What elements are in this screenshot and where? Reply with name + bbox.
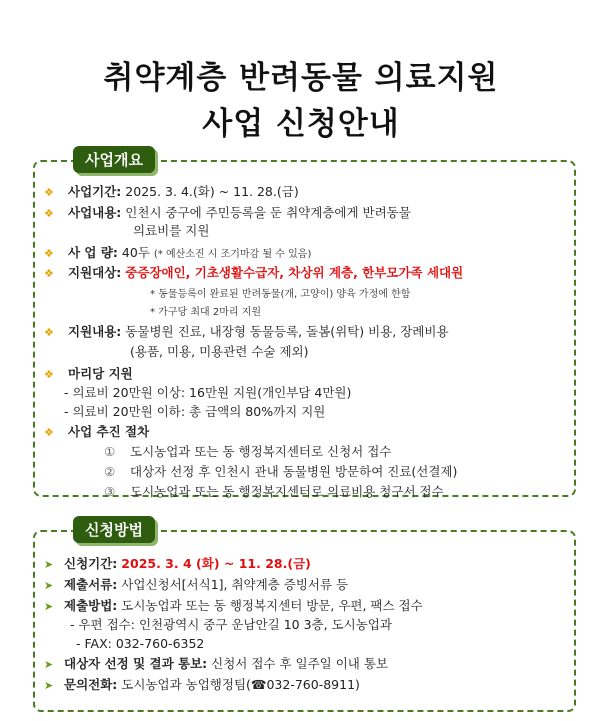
diamond-bullet-icon: ❖	[44, 326, 54, 339]
arrow-bullet-icon: ➤	[44, 679, 54, 692]
procedure-row: ❖ 사업 추진 절차	[44, 424, 150, 439]
docs-row: ➤ 제출서류: 사업신청서[서식1], 취약계층 증빙서류 등	[44, 577, 349, 592]
page-title-line1: 취약계층 반려동물 의료지원	[103, 60, 499, 96]
diamond-bullet-icon: ❖	[44, 267, 54, 280]
target-row: ❖ 지원대상: 중증장애인, 기초생활수급자, 차상위 계층, 한부모가족 세대원	[44, 265, 464, 280]
method-tag: 신청방법	[73, 516, 155, 543]
target-note-1: * 동물등록이 완료된 반려동물(개, 고양이) 양육 가정에 한함	[150, 289, 411, 300]
overview-tag: 사업개요	[73, 146, 155, 173]
target-note-2: * 가구당 최대 2마리 지원	[150, 307, 262, 318]
diamond-bullet-icon: ❖	[44, 426, 54, 439]
content-row: ❖ 사업내용: 인천시 중구에 주민등록을 둔 취약계층에게 반려동물	[44, 205, 411, 220]
phone-row: ➤ 문의전화: 도시농업과 농업행정팀(☎032-760-8911)	[44, 677, 360, 692]
diamond-bullet-icon: ❖	[44, 186, 54, 199]
procedure-step-2: ② 대상자 선정 후 인천시 관내 동물병원 방문하여 진료(선결제)	[104, 464, 458, 479]
apply-period-row: ➤ 신청기간: 2025. 3. 4 (화) ~ 11. 28.(금)	[44, 556, 311, 571]
perhead-item-1: - 의료비 20만원 이상: 16만원 지원(개인부담 4만원)	[64, 385, 352, 400]
amount-row: ❖ 사 업 량: 40두 (* 예산소진 시 조기마감 될 수 있음)	[44, 245, 312, 260]
page-title-line2: 사업 신청안내	[202, 106, 400, 142]
notice-row: ➤ 대상자 선정 및 결과 통보: 신청서 접수 후 일주일 이내 통보	[44, 656, 388, 671]
arrow-bullet-icon: ➤	[44, 558, 54, 571]
submit-row: ➤ 제출방법: 도시농업과 또는 동 행정복지센터 방문, 우편, 팩스 접수	[44, 598, 423, 613]
procedure-step-1: ① 도시농업과 또는 동 행정복지센터로 신청서 접수	[104, 444, 392, 459]
diamond-bullet-icon: ❖	[44, 368, 54, 381]
arrow-bullet-icon: ➤	[44, 658, 54, 671]
post-row: - 우편 접수: 인천광역시 중구 운남안길 10 3층, 도시농업과	[70, 617, 392, 632]
diamond-bullet-icon: ❖	[44, 247, 54, 260]
procedure-step-3: ③ 도시농업과 또는 동 행정복지센터로 의료비용 청구서 접수	[104, 484, 444, 499]
arrow-bullet-icon: ➤	[44, 579, 54, 592]
content-row-2: 의료비를 지원	[133, 223, 210, 238]
arrow-bullet-icon: ➤	[44, 600, 54, 613]
period-row: ❖ 사업기간: 2025. 3. 4.(화) ~ 11. 28.(금)	[44, 184, 299, 199]
perhead-row: ❖ 마리당 지원	[44, 366, 133, 381]
fax-row: - FAX: 032-760-6352	[76, 636, 205, 651]
support-row: ❖ 지원내용: 동물병원 진료, 내장형 동물등록, 돌봄(위탁) 비용, 장례비용	[44, 324, 449, 339]
diamond-bullet-icon: ❖	[44, 207, 54, 220]
support-row-2: (용품, 미용, 미용관련 수술 제외)	[130, 344, 309, 359]
perhead-item-2: - 의료비 20만원 이하: 총 금액의 80%까지 지원	[64, 404, 326, 419]
